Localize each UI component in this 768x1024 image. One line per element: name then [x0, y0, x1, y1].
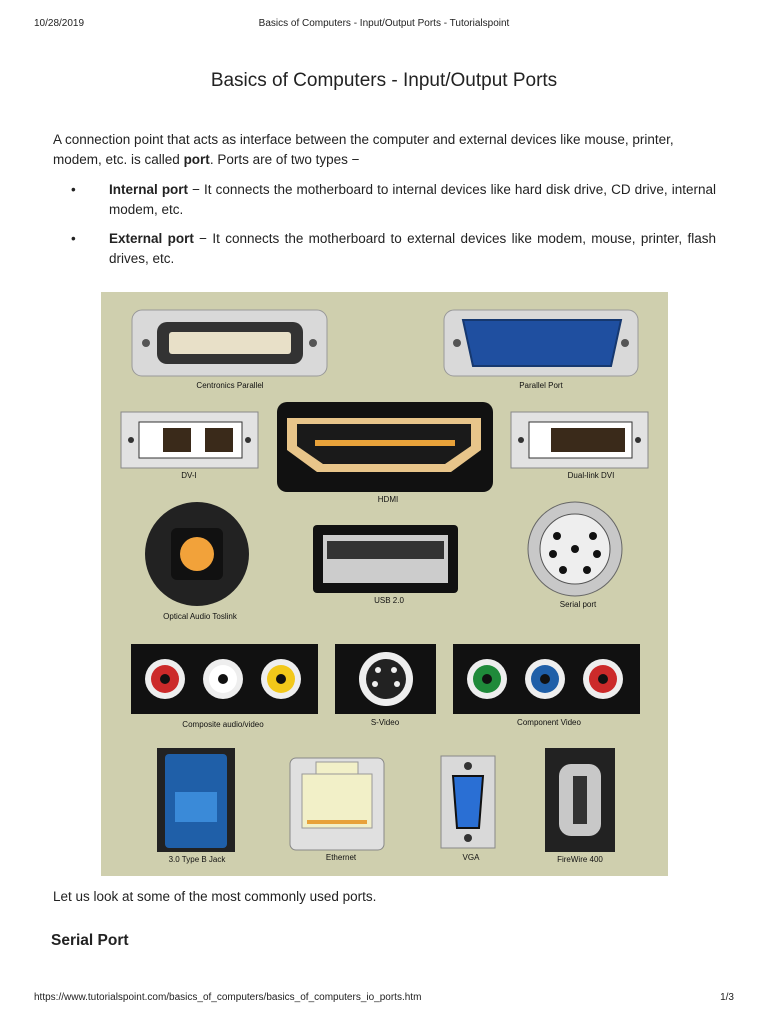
ports-figure — [101, 292, 668, 876]
label-typeb: 3.0 Type B Jack — [168, 855, 226, 864]
page-title: Basics of Computers - Input/Output Ports — [210, 70, 558, 91]
ethernet-connector — [290, 758, 384, 850]
firewire-connector — [545, 748, 615, 852]
list-item-text: − It connects the motherboard to internal devices like hard disk drive, CD drive, internal modem, etc. — [109, 182, 716, 217]
hdmi-connector — [277, 402, 493, 492]
composite-connector — [131, 644, 318, 714]
label-usb: USB 2.0 — [374, 596, 404, 605]
usb-type-b-connector — [157, 748, 235, 852]
bullet-icon: • — [71, 231, 76, 246]
label-serial: Serial port — [559, 600, 597, 609]
label-dvi: DV-I — [181, 471, 197, 480]
svideo-connector — [335, 644, 436, 714]
label-firewire: FireWire 400 — [557, 855, 603, 864]
intro-paragraph — [53, 130, 716, 170]
dual-link-dvi-connector — [511, 412, 648, 468]
label-composite: Composite audio/video — [182, 720, 264, 729]
label-svideo: S-Video — [370, 718, 400, 727]
component-connector — [453, 644, 640, 714]
usb-connector — [313, 525, 458, 593]
dvi-connector — [121, 412, 258, 468]
body-paragraph: Let us look at some of the most commonly used ports. — [53, 889, 377, 904]
print-footer-url: https://www.tutorialspoint.com/basics_of_computers/basics_of_computers_io_ports.htm — [34, 992, 422, 1003]
serial-port-connector — [528, 502, 622, 596]
list-item-text: − It connects the motherboard to external devices like modem, mouse, printer, flash drives, etc. — [109, 231, 716, 266]
label-dual-dvi: Dual-link DVI — [567, 471, 615, 480]
label-centronics: Centronics Parallel — [196, 381, 264, 390]
section-heading: Serial Port — [51, 932, 129, 949]
print-date: 10/28/2019 — [34, 18, 85, 29]
label-optical: Optical Audio Toslink — [163, 612, 237, 621]
label-hdmi: HDMI — [377, 495, 399, 504]
optical-audio-connector — [145, 502, 249, 606]
vga-connector — [441, 756, 495, 848]
centronics-parallel-connector — [132, 310, 327, 376]
parallel-port-connector — [444, 310, 638, 376]
label-component: Component Video — [517, 718, 581, 727]
label-parallel: Parallel Port — [519, 381, 563, 390]
label-vga: VGA — [462, 853, 480, 862]
bullet-icon: • — [71, 182, 76, 197]
intro-text-end: . Ports are of two types − — [209, 152, 360, 167]
list-item — [53, 180, 716, 220]
label-ethernet: Ethernet — [325, 853, 357, 862]
print-header-title: Basics of Computers - Input/Output Ports - Tutorialspoint — [258, 18, 510, 29]
list-item-term: Internal port — [109, 182, 189, 197]
list-item — [53, 229, 716, 269]
page-number: 1/3 — [720, 992, 734, 1003]
intro-bold-term: port — [183, 152, 210, 167]
list-item-term: External port — [109, 231, 194, 246]
intro-text: A connection point that acts as interface between the computer and external devices like mouse, printer, modem, etc. is called — [53, 132, 674, 167]
port-types-list — [53, 180, 716, 278]
